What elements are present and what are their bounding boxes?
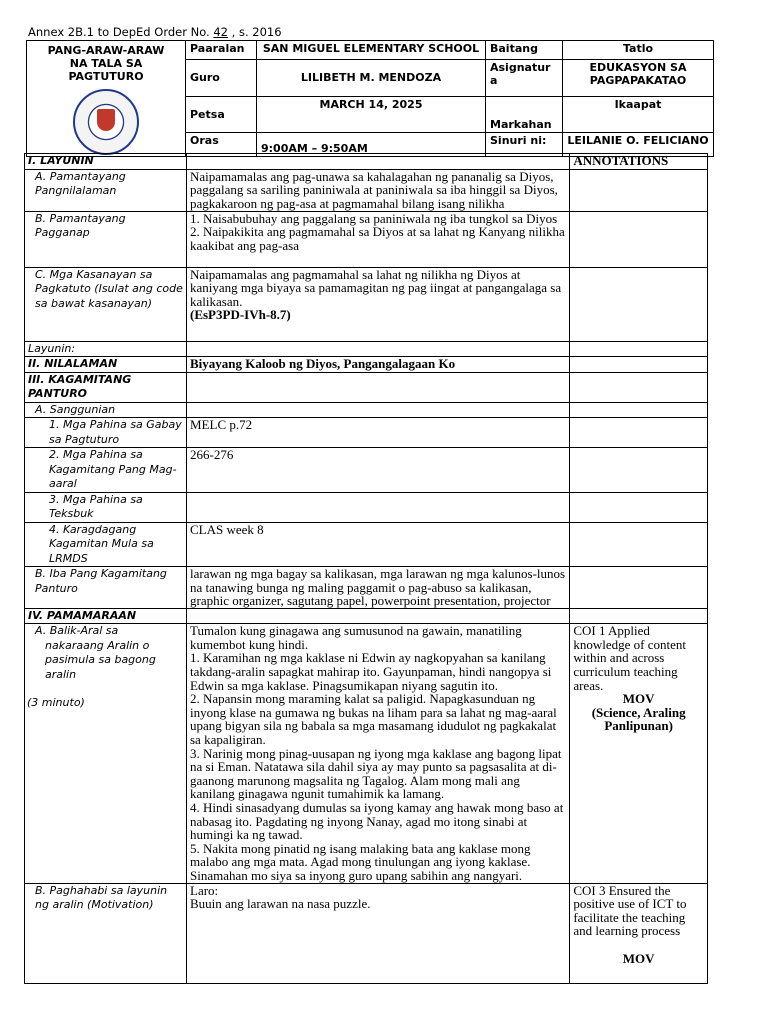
balik-aral-intro: Tumalon kung ginagawa ang sumusunod na gawain, manatiling kumembot kung hindi. <box>190 623 522 652</box>
iba-pang-kagamitan-text: larawan ng mga bagay sa kalikasan, mga larawan ng mga kalunos-lunos na tanawing bunga ng maling paggamit o pag-abuso sa kalikasan, graphic organizer, sagutang papel, powerpoint presentation, projector <box>187 567 570 609</box>
paghahabi-mov: MOV <box>622 950 655 966</box>
baitang-label: Baitang <box>486 41 563 60</box>
kasanayan-text <box>187 267 570 341</box>
paghahabi-line-1: Laro: <box>190 882 219 898</box>
balik-aral-item-3: 3. Narinig mong pinag-uusapan ng iyong mga kaklase ang bagong lipat na si Eman. Natatawa sila dahil siya ay may punto sa pagsasalita at di-gaanong marunong magsalita ng Tagalog. Alam mong mali ang kanilang ginagawa ngunit tumahimik ka lamang. <box>190 745 562 802</box>
page-title: PANG-ARAW-ARAW NA TALA SA PAGTUTURO <box>47 44 165 83</box>
balik-aral-item-1: 1. Karamihan ng mga kaklase ni Edwin ay nagkopyahan sa kanilang takdang-aralin sapagkat mahirap ito. Gayunpaman, hindi nangopya si Edwin sa mga kaklase. Pinagsumikapan niyang sagutin ito. <box>190 650 552 693</box>
petsa-value: MARCH 14, 2025 <box>257 96 486 132</box>
sanggunian-label: A. Sanggunian <box>25 402 187 418</box>
paghahabi-annotation <box>570 883 708 983</box>
petsa-label: Petsa <box>186 96 257 132</box>
annotations-heading: ANNOTATIONS <box>570 154 708 170</box>
pamantayang-pagganap-label: B. Pamantayang Pagganap <box>25 211 187 267</box>
lrmds-text: CLAS week 8 <box>187 522 570 567</box>
balik-aral-mov-subjects: (Science, Araling Panlipunan) <box>591 704 686 734</box>
balik-aral-mov: MOV <box>622 691 655 707</box>
paghahabi-label: B. Paghahabi sa layunin ng aralin (Motivation) <box>25 883 187 983</box>
annex-reference: Annex 2B.1 to DepEd Order No. 42 , s. 2016 <box>28 25 282 39</box>
balik-aral-label <box>25 624 187 883</box>
oras-label: Oras <box>186 132 257 156</box>
balik-aral-title: A. Balik-Aral sa nakaraang Aralin o pasimula sa bagong aralin <box>35 624 156 681</box>
iba-pang-kagamitan-label: B. Iba Pang Kagamitang Panturo <box>25 567 187 609</box>
layunin-heading: I. LAYUNIN <box>25 154 187 170</box>
paghahabi-content <box>187 883 570 983</box>
nilalaman-heading: II. NILALAMAN <box>25 357 187 373</box>
asignatura-label: Asignatur a <box>486 60 563 96</box>
gabay-pahina-text: MELC p.72 <box>187 418 570 448</box>
baitang-value: Tatlo <box>563 41 714 60</box>
layunin-label: Layunin: <box>25 341 187 357</box>
sinuri-value: LEILANIE O. FELICIANO <box>563 132 714 156</box>
oras-value: 9:00AM – 9:50AM <box>257 132 486 156</box>
pagganap-item-2: 2. Naipakikita ang pagmamahal sa Diyos at sa lahat ng Kanyang nilikha kaakibat ang pag-asa <box>190 224 565 253</box>
teksbuk-pahina-label: 3. Mga Pahina sa Teksbuk <box>25 492 187 522</box>
paghahabi-line-2: Buuin ang larawan na nasa puzzle. <box>190 896 371 912</box>
pagganap-item-1: 1. Naisabubuhay ang paggalang sa paniniwala ng iba tungkol sa Diyos <box>190 210 558 226</box>
balik-aral-content <box>187 624 570 883</box>
sinuri-label: Sinuri ni: <box>486 132 563 156</box>
lesson-plan-table <box>24 153 708 984</box>
kagamitang-pahina-label: 2. Mga Pahina sa Kagamitang Pang Mag-aaral <box>25 448 187 493</box>
kagamitan-heading: III. KAGAMITANG PANTURO <box>25 372 187 402</box>
balik-aral-time: (3 minuto) <box>27 696 85 710</box>
balik-aral-item-2: 2. Napansin mong maraming kalat sa paligid. Napagkasunduan ng inyong klase na gumawa ng bukas na liham para sa lahat ng mag-aaral upang bigyan sila ng babala sa mga masamang idudulot ng pagkakalat sa kapaligiran. <box>190 691 557 748</box>
pamantayang-pangnilalaman-text: Naipamamalas ang pag-unawa sa kahalagahan ng pananalig sa Diyos, paggalang sa sariling paniniwala at paniniwala sa iba hinggil sa Diyos, pagkakaroon ng pag-asa at pagmamahal bilang isang nilikha <box>187 169 570 211</box>
guro-value: LILIBETH M. MENDOZA <box>257 60 486 96</box>
deped-seal-icon <box>73 89 139 155</box>
balik-aral-coi: COI 1 Applied knowledge of content within and across curriculum teaching areas. <box>573 623 686 693</box>
paaralan-label: Paaralan <box>186 41 257 60</box>
balik-aral-annotation <box>570 624 708 883</box>
lrmds-label: 4. Karagdagang Kagamitan Mula sa LRMDS <box>25 522 187 567</box>
paghahabi-coi: COI 3 Ensured the positive use of ICT to facilitate the teaching and learning process <box>573 882 687 939</box>
header-table <box>26 40 714 157</box>
header-title-cell <box>27 41 186 157</box>
kasanayan-label: C. Mga Kasanayan sa Pagkatuto (Isulat ang code sa bawat kasanayan) <box>25 267 187 341</box>
kasanayan-code: (EsP3PD-IVh-8.7) <box>190 307 291 323</box>
balik-aral-item-5: 5. Nakita mong pinatid ng isang malaking bata ang kaklase mong malabo ang mga mata. Agad mong tinulungan ang iyong kaklase. Sinamahan mo siya sa inyong guro upang sabihin ang nangyari. <box>190 840 531 883</box>
kagamitang-pahina-text: 266-276 <box>187 448 570 493</box>
markahan-label: Markahan <box>486 96 563 132</box>
asignatura-value: EDUKASYON SA PAGPAPAKATAO <box>563 60 714 96</box>
kasanayan-description: Naipamamalas ang pagmamahal sa lahat ng nilikha ng Diyos at kaniyang mga biyaya sa pamamagitan ng pag iingat at pangangalaga sa kalikasan. <box>190 266 562 309</box>
pamantayang-pangnilalaman-label: A. Pamantayang Pangnilalaman <box>25 169 187 211</box>
markahan-value: Ikaapat <box>563 96 714 132</box>
gabay-pahina-label: 1. Mga Pahina sa Gabay sa Pagtuturo <box>25 418 187 448</box>
guro-label: Guro <box>186 60 257 96</box>
paaralan-value: SAN MIGUEL ELEMENTARY SCHOOL <box>257 41 486 60</box>
pamamaraan-heading: IV. PAMAMARAAN <box>25 608 187 624</box>
balik-aral-item-4: 4. Hindi sinasadyang dumulas sa iyong kamay ang hawak mong baso at nabasag ito. Pagdating ng inyong Nanay, agad mo itong sinabi at humingi ka ng tawad. <box>190 800 564 843</box>
nilalaman-text: Biyayang Kaloob ng Diyos, Pangangalagaan Ko <box>187 357 570 373</box>
pamantayang-pagganap-text <box>187 211 570 267</box>
